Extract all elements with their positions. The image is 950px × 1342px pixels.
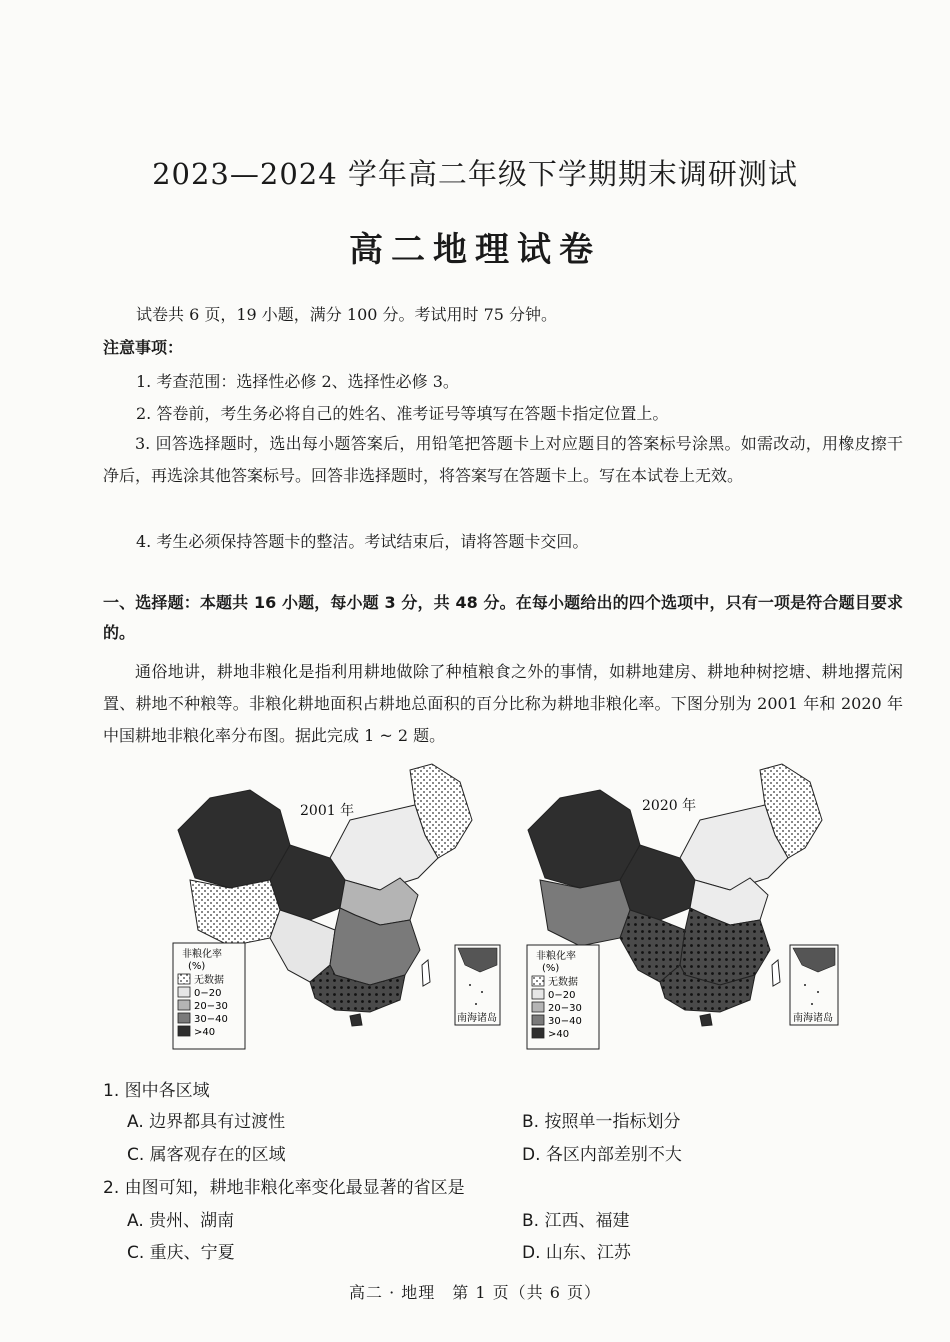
- map-2001-legend-item-4: >40: [194, 1027, 216, 1038]
- question-1-option-d[interactable]: D. 各区内部差别不大: [522, 1145, 682, 1165]
- region-hainan-2020: [700, 1014, 712, 1026]
- exam-subtitle: 高二地理试卷: [349, 230, 601, 270]
- map-2001-swatch-20-30: [178, 1000, 190, 1010]
- map-2001-swatch-30-40: [178, 1013, 190, 1023]
- question-1-stem: 1. 图中各区域: [103, 1081, 210, 1101]
- section1-heading: 一、选择题：本题共 16 小题，每小题 3 分，共 48 分。在每小题给出的四个选项中，只有一项是符合题目要求的。: [103, 593, 903, 642]
- region-tibet-2020: [540, 880, 630, 946]
- map-2020-legend-item-2: 20−30: [548, 1003, 582, 1014]
- notice-item-3: 3. 回答选择题时，选出每小题答案后，用铅笔把答题卡上对应题目的答案标号涂黑。如需改动，用橡皮擦干净后，再选涂其他答案标号。回答非选择题时，将答案写在答题卡上。写在本试卷上无效。: [103, 434, 903, 485]
- region-xinjiang: [178, 790, 290, 888]
- question-1-option-b[interactable]: B. 按照单一指标划分: [522, 1112, 681, 1132]
- map-2020-year: 2020 年: [642, 798, 697, 814]
- region-tibet: [190, 880, 280, 946]
- notice-item-4: 4. 考生必须保持答题卡的整洁。考试结束后，请将答题卡交回。: [136, 532, 589, 551]
- section1-passage: 通俗地讲，耕地非粮化是指利用耕地做除了种植粮食之外的事情，如耕地建房、耕地种树挖塘、耕地撂荒闲置、耕地不种粮等。非粮化耕地面积占耕地总面积的百分比称为耕地非粮化率。下图分别为 2001 年和 2020 年中国耕地非粮化率分布图。据此完成 1 ~ 2 题。: [103, 662, 903, 745]
- map-2001-swatch-gt40: [178, 1026, 190, 1036]
- notice-item-2: 2. 答卷前，考生务必将自己的姓名、准考证号等填写在答题卡指定位置上。: [136, 404, 669, 423]
- map-2001-legend-title: 非粮化率: [182, 949, 222, 960]
- map-2020-legend-unit: (%): [542, 963, 560, 974]
- map-2001-inset-label: 南海诸岛: [457, 1013, 497, 1024]
- map-2001-figure: [170, 760, 505, 1055]
- region-hainan: [350, 1014, 362, 1026]
- map-2001-legend-item-3: 30−40: [194, 1014, 228, 1025]
- map-2001-legend-unit: (%): [188, 961, 206, 972]
- map-2020-legend-item-0: 无数据: [548, 977, 578, 988]
- intro-text: 试卷共 6 页，19 小题，满分 100 分。考试用时 75 分钟。: [136, 305, 558, 324]
- question-2-option-c[interactable]: C. 重庆、宁夏: [127, 1243, 235, 1263]
- notice-heading: 注意事项：: [103, 338, 184, 357]
- question-2-option-d[interactable]: D. 山东、江苏: [522, 1243, 631, 1263]
- map-2020-legend-title: 非粮化率: [536, 951, 576, 962]
- question-1-option-c[interactable]: C. 属客观存在的区域: [127, 1145, 286, 1165]
- map-2020-legend-item-1: 0−20: [548, 990, 576, 1001]
- question-1-option-a[interactable]: A. 边界都具有过渡性: [127, 1112, 286, 1132]
- map-2020-swatch-20-30: [532, 1002, 544, 1012]
- map-2001-legend-item-0: 无数据: [194, 975, 224, 986]
- map-2020-inset-label: 南海诸岛: [793, 1013, 833, 1024]
- map-2020-swatch-30-40: [532, 1015, 544, 1025]
- region-taiwan: [422, 960, 430, 986]
- region-taiwan-2020: [772, 960, 780, 986]
- map-2020: [520, 760, 850, 1055]
- region-xinjiang-2020: [528, 790, 640, 888]
- question-2-option-b[interactable]: B. 江西、福建: [522, 1211, 630, 1231]
- exam-title: 2023—2024 学年高二年级下学期期末调研测试: [152, 157, 798, 191]
- map-2001-legend-item-1: 0−20: [194, 988, 222, 999]
- map-2001-year: 2001 年: [300, 803, 355, 819]
- map-2001-swatch-none: [178, 974, 190, 984]
- question-2-stem: 2. 由图可知，耕地非粮化率变化最显著的省区是: [103, 1178, 465, 1198]
- map-2020-swatch-0-20: [532, 989, 544, 999]
- map-2001-swatch-0-20: [178, 987, 190, 997]
- map-2020-legend-item-4: >40: [548, 1029, 570, 1040]
- map-2020-figure: [520, 760, 850, 1055]
- map-2020-swatch-gt40: [532, 1028, 544, 1038]
- question-2-option-a[interactable]: A. 贵州、湖南: [127, 1211, 235, 1231]
- map-2020-legend-item-3: 30−40: [548, 1016, 582, 1027]
- map-2020-swatch-none: [532, 976, 544, 986]
- map-2001-legend-item-2: 20−30: [194, 1001, 228, 1012]
- notice-item-1: 1. 考查范围：选择性必修 2、选择性必修 3。: [136, 372, 459, 391]
- page-footer: 高二 · 地理 第 1 页（共 6 页）: [349, 1283, 601, 1302]
- map-2001: [170, 760, 505, 1055]
